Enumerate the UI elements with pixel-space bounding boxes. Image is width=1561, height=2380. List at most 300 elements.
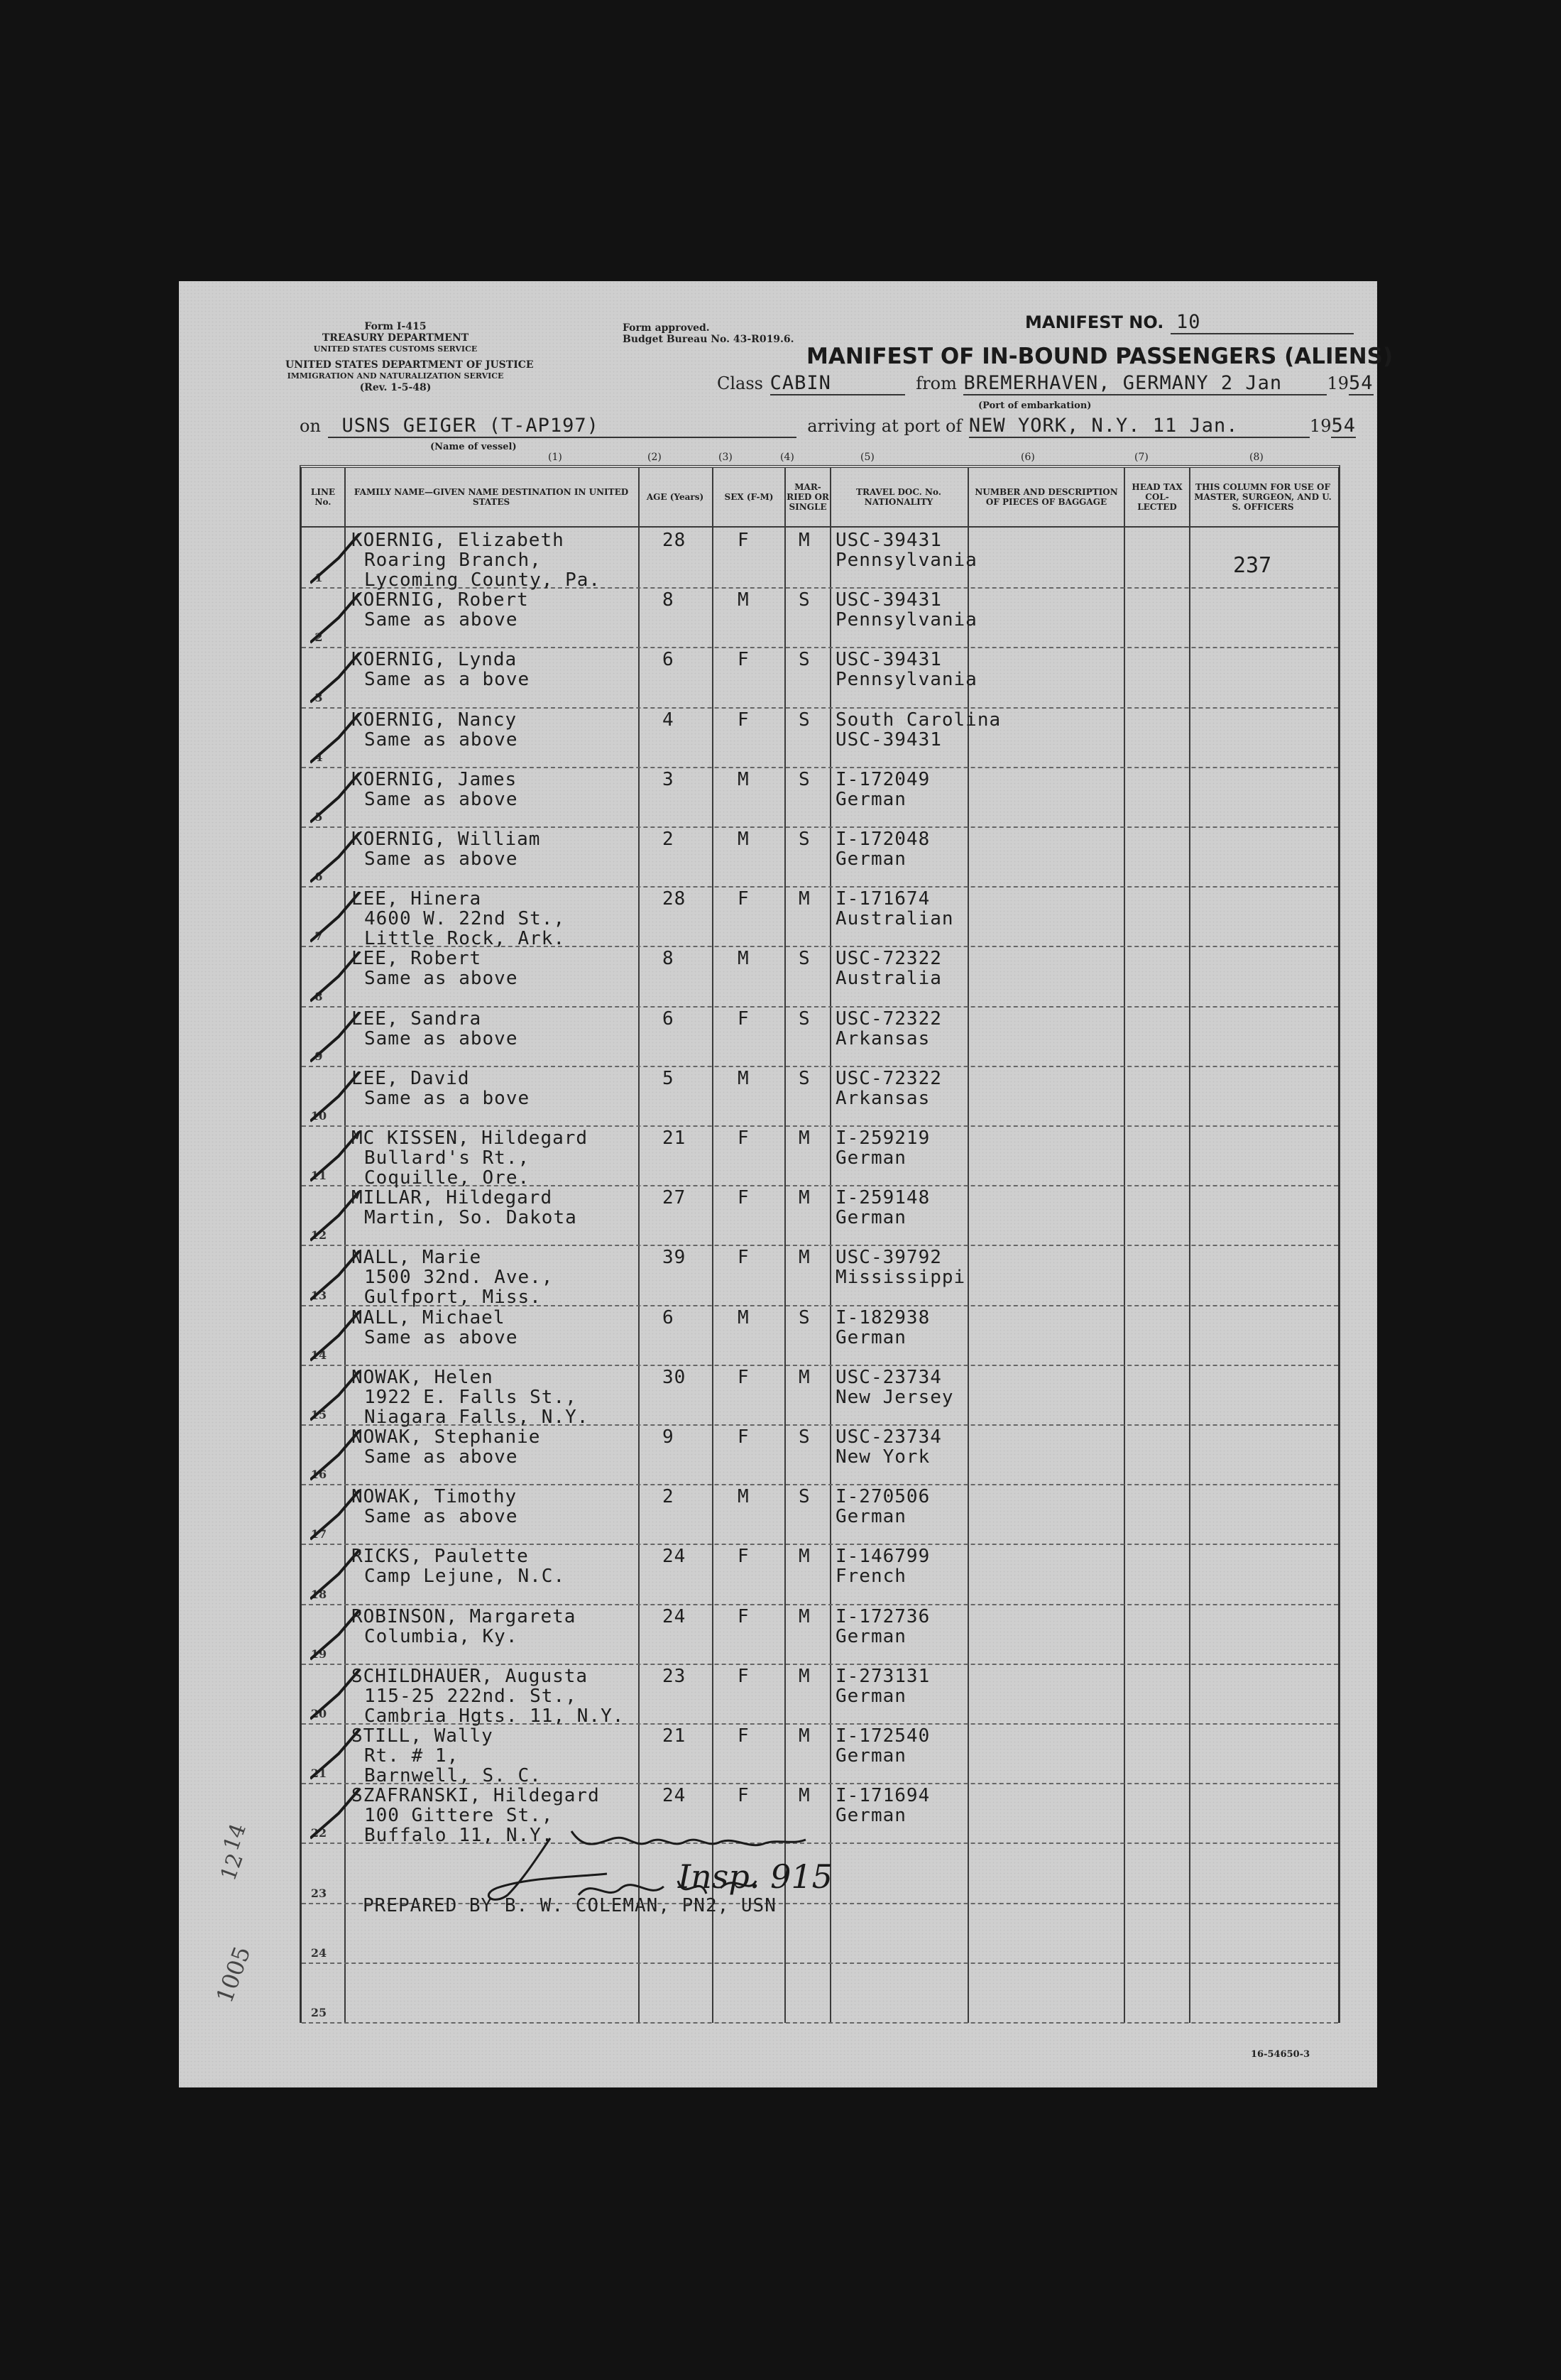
- travel-doc: [836, 1726, 930, 1766]
- sex-value: M: [738, 768, 750, 790]
- travel-doc: [836, 949, 942, 988]
- marital-status: S: [799, 829, 811, 850]
- table-row: [302, 1125, 1338, 1189]
- doc-number: I-171694: [836, 1785, 931, 1807]
- family-given-name: RICKS, Paulette: [351, 1546, 529, 1568]
- table-row: [302, 886, 1338, 950]
- sex-value: F: [738, 1665, 750, 1687]
- margin-note: 14: [219, 1820, 252, 1855]
- header-travel-doc: TRAVEL DOC. No. NATIONALITY: [856, 487, 941, 507]
- immigration-service: IMMIGRATION AND NATURALIZATION SERVICE: [287, 371, 504, 381]
- table-row: [302, 1484, 1338, 1545]
- destination-line: Same as above: [364, 788, 518, 810]
- table-row: [302, 1544, 1338, 1605]
- doc-number: I-172540: [836, 1725, 931, 1747]
- destination-line: Same as above: [364, 968, 518, 990]
- age-value: 8: [662, 948, 674, 970]
- nationality: Australia: [836, 968, 942, 990]
- class-value: CABIN: [770, 372, 905, 395]
- nationality: German: [836, 1506, 907, 1528]
- col-num-3: (3): [718, 452, 733, 463]
- doc-number: USC-23734: [836, 1366, 942, 1388]
- marital-status: S: [799, 649, 811, 671]
- table-row: [302, 1604, 1338, 1665]
- age-value: 6: [662, 649, 674, 671]
- age-value: 6: [662, 1306, 674, 1328]
- doc-number: I-182938: [836, 1306, 931, 1328]
- destination-line: Same as above: [364, 1446, 518, 1468]
- passenger-name: [351, 650, 530, 689]
- vessel-name: USNS GEIGER (T-AP197): [328, 415, 796, 438]
- passenger-name: [351, 1009, 518, 1049]
- age-value: 28: [662, 530, 686, 551]
- doc-number: USC-72322: [836, 948, 942, 970]
- marital-status: M: [799, 1366, 811, 1388]
- nationality: German: [836, 1625, 907, 1647]
- destination-line: Same as above: [364, 609, 518, 631]
- destination-line: Lycoming County, Pa.: [364, 569, 601, 591]
- nationality: Australian: [836, 908, 954, 930]
- col-num-5: (5): [860, 452, 875, 463]
- nationality: Pennsylvania: [836, 550, 977, 571]
- travel-doc: [836, 1188, 930, 1228]
- header-age: AGE (Years): [646, 492, 704, 502]
- sex-value: F: [738, 1008, 750, 1030]
- passenger-name: [351, 1607, 576, 1647]
- vessel-line: [300, 415, 1356, 438]
- header-married: MAR-RIED OR SINGLE: [787, 482, 829, 512]
- prepared-by: PREPARED BY B. W. COLEMAN, PN2, USN: [363, 1895, 777, 1916]
- sex-value: F: [738, 1605, 750, 1627]
- doc-number: I-172048: [836, 829, 931, 850]
- age-value: 23: [662, 1665, 686, 1687]
- travel-doc: [836, 590, 977, 630]
- nationality: New York: [836, 1446, 931, 1468]
- travel-doc: [836, 1308, 930, 1348]
- line-number: 23: [310, 1886, 327, 1900]
- destination-line: 1500 32nd. Ave.,: [364, 1267, 554, 1289]
- passenger-name: [351, 1427, 540, 1467]
- line-number: 13: [310, 1288, 327, 1302]
- table-row: [302, 587, 1338, 648]
- nationality: Arkansas: [836, 1087, 931, 1109]
- table-row: [302, 528, 1338, 589]
- marital-status: M: [799, 1546, 811, 1568]
- nationality: German: [836, 1207, 907, 1229]
- destination-line: Gulfport, Miss.: [364, 1287, 542, 1309]
- treasury-dept: TREASURY DEPARTMENT: [322, 332, 469, 344]
- travel-doc: [836, 650, 977, 689]
- manifest-title: MANIFEST OF IN-BOUND PASSENGERS (ALIENS): [806, 344, 1393, 369]
- nationality: Mississippi: [836, 1267, 966, 1289]
- line-number: 22: [310, 1826, 327, 1840]
- table-row: [302, 1365, 1338, 1426]
- sex-value: M: [738, 1306, 750, 1328]
- marital-status: S: [799, 589, 811, 611]
- nationality: German: [836, 1745, 907, 1767]
- family-given-name: KOERNIG, Nancy: [351, 709, 517, 731]
- travel-doc: [836, 889, 954, 929]
- line-number: 19: [310, 1647, 327, 1661]
- age-value: 3: [662, 768, 674, 790]
- line-number: 1: [314, 571, 323, 585]
- nationality: Pennsylvania: [836, 609, 977, 631]
- passenger-name: [351, 1368, 588, 1427]
- arriving-value: NEW YORK, N.Y. 11 Jan.: [969, 415, 1310, 438]
- line-number: 8: [314, 989, 323, 1003]
- passenger-name: [351, 1069, 530, 1108]
- officer-tally: 237: [1233, 553, 1272, 578]
- family-given-name: KOERNIG, James: [351, 768, 517, 790]
- class-label: Class: [717, 373, 763, 393]
- table-row: [302, 707, 1338, 768]
- age-value: 30: [662, 1366, 686, 1388]
- family-given-name: LEE, David: [351, 1067, 470, 1089]
- destination-line: Martin, So. Dakota: [364, 1207, 577, 1229]
- destination-line: Buffalo 11, N.Y.: [364, 1825, 554, 1847]
- doc-number: I-172049: [836, 768, 931, 790]
- doc-number: USC-72322: [836, 1008, 942, 1030]
- line-number: 5: [314, 809, 323, 824]
- travel-doc: [836, 710, 1001, 750]
- family-given-name: NALL, Marie: [351, 1247, 482, 1269]
- header-officers: THIS COLUMN FOR USE OF MASTER, SURGEON, AND U. S. OFFICERS: [1194, 482, 1332, 512]
- passenger-name: [351, 1546, 565, 1586]
- destination-line: 1922 E. Falls St.,: [364, 1386, 577, 1408]
- family-given-name: LEE, Hinera: [351, 888, 482, 910]
- form-revision: (Rev. 1-5-48): [359, 382, 432, 393]
- family-given-name: NOWAK, Timothy: [351, 1486, 517, 1508]
- destination-line: 100 Gittere St.,: [364, 1805, 554, 1827]
- destination-line: Same as above: [364, 1326, 518, 1348]
- signature-text: Insp. 915: [678, 1857, 833, 1896]
- col-num-1: (1): [548, 452, 562, 463]
- from-year: 54: [1349, 372, 1374, 394]
- line-number: 25: [310, 2005, 327, 2019]
- nationality: German: [836, 1326, 907, 1348]
- from-year-prefix: 19: [1327, 373, 1349, 393]
- age-value: 28: [662, 888, 686, 910]
- header-head-tax: HEAD TAX COL-LECTED: [1132, 482, 1183, 512]
- marital-status: M: [799, 1605, 811, 1627]
- destination-line: Same as above: [364, 728, 518, 750]
- marital-status: S: [799, 709, 811, 731]
- header-line-no: LINE No.: [310, 487, 336, 507]
- passenger-name: [351, 710, 518, 750]
- sex-value: F: [738, 530, 750, 551]
- form-approved: Form approved.: [623, 322, 710, 334]
- marital-status: M: [799, 1187, 811, 1209]
- col-num-7: (7): [1134, 452, 1149, 463]
- passenger-name: [351, 949, 518, 988]
- doc-number: I-259219: [836, 1128, 931, 1149]
- line-number: 17: [310, 1527, 327, 1541]
- nationality: German: [836, 848, 907, 870]
- passenger-name: [351, 829, 540, 869]
- line-number: 24: [310, 1945, 327, 1960]
- passenger-name: [351, 1248, 553, 1307]
- from-label: from: [916, 373, 957, 393]
- marital-status: M: [799, 1725, 811, 1747]
- sex-value: F: [738, 888, 750, 910]
- customs-service: UNITED STATES CUSTOMS SERVICE: [313, 344, 478, 354]
- travel-doc: [836, 1666, 930, 1706]
- col-num-8: (8): [1249, 452, 1264, 463]
- family-given-name: ROBINSON, Margareta: [351, 1605, 576, 1627]
- arriving-label: arriving at port of: [807, 416, 963, 436]
- form-approval: [623, 322, 794, 345]
- sex-value: M: [738, 948, 750, 970]
- passenger-name: [351, 1726, 542, 1786]
- table-row: [302, 1185, 1338, 1246]
- sex-value: F: [738, 649, 750, 671]
- nationality: French: [836, 1566, 907, 1588]
- family-given-name: LEE, Sandra: [351, 1008, 482, 1030]
- destination-line: Columbia, Ky.: [364, 1625, 518, 1647]
- margin-note: 1005: [210, 1943, 256, 2007]
- form-number: Form I-415: [364, 321, 427, 332]
- destination-line: 4600 W. 22nd St.,: [364, 908, 566, 930]
- justice-dept: UNITED STATES DEPARTMENT OF JUSTICE: [285, 359, 534, 371]
- line-number: 4: [314, 750, 323, 764]
- age-value: 4: [662, 709, 674, 731]
- travel-doc: [836, 1009, 942, 1049]
- family-given-name: LEE, Robert: [351, 948, 482, 970]
- age-value: 5: [662, 1067, 674, 1089]
- line-number: 21: [310, 1767, 327, 1781]
- family-given-name: KOERNIG, Elizabeth: [351, 530, 564, 551]
- line-number: 12: [310, 1228, 327, 1243]
- line-number: 20: [310, 1706, 327, 1720]
- doc-number: I-172736: [836, 1605, 931, 1627]
- doc-number: USC-39431: [836, 649, 942, 671]
- travel-doc: [836, 1427, 942, 1467]
- line-number: 7: [314, 929, 323, 944]
- table-row: [302, 826, 1338, 888]
- doc-number: USC-72322: [836, 1067, 942, 1089]
- table-row: [302, 1963, 1338, 2024]
- class-from-line: [717, 372, 1374, 395]
- age-value: 2: [662, 829, 674, 850]
- nationality: Pennsylvania: [836, 669, 977, 691]
- passenger-name: [351, 1188, 577, 1228]
- manifest-table: [300, 465, 1340, 2023]
- doc-number: USC-39792: [836, 1247, 942, 1269]
- line-number: 6: [314, 870, 323, 884]
- family-given-name: KOERNIG, Robert: [351, 589, 529, 611]
- sex-value: F: [738, 1247, 750, 1269]
- family-given-name: KOERNIG, William: [351, 829, 541, 850]
- table-row: [302, 946, 1338, 1007]
- age-value: 8: [662, 589, 674, 611]
- footer-code: 16-54650-3: [1251, 2049, 1310, 2060]
- sex-value: M: [738, 1067, 750, 1089]
- port-embarkation-caption: (Port of embarkation): [978, 400, 1092, 411]
- table-row: [302, 1305, 1338, 1366]
- sex-value: F: [738, 1426, 750, 1448]
- header-baggage: NUMBER AND DESCRIPTION OF PIECES OF BAGGAGE: [975, 487, 1118, 507]
- travel-doc: [836, 1487, 930, 1527]
- destination-line: Same as a bove: [364, 1087, 530, 1109]
- destination-line: Roaring Branch,: [364, 550, 542, 571]
- form-agency-block: [285, 321, 534, 393]
- family-given-name: NOWAK, Stephanie: [351, 1426, 541, 1448]
- travel-doc: [836, 530, 977, 570]
- destination-line: Barnwell, S. C.: [364, 1765, 542, 1786]
- header-sex: SEX (F-M): [724, 492, 774, 502]
- destination-line: Bullard's Rt.,: [364, 1147, 530, 1169]
- marital-status: S: [799, 1486, 811, 1508]
- travel-doc: [836, 770, 930, 809]
- destination-line: Coquille, Ore.: [364, 1167, 530, 1189]
- marital-status: M: [799, 1128, 811, 1149]
- nationality: New Jersey: [836, 1386, 954, 1408]
- passenger-name: [351, 889, 565, 949]
- destination-line: Same as a bove: [364, 669, 530, 691]
- age-value: 24: [662, 1546, 686, 1568]
- from-value: BREMERHAVEN, GERMANY 2 Jan: [963, 372, 1327, 395]
- line-number: 14: [310, 1348, 327, 1362]
- destination-line: Same as above: [364, 1027, 518, 1049]
- nationality: Arkansas: [836, 1027, 931, 1049]
- sex-value: F: [738, 1546, 750, 1568]
- col-num-4: (4): [780, 452, 794, 463]
- marital-status: S: [799, 1008, 811, 1030]
- manifest-number-line: [1025, 311, 1354, 334]
- doc-number: I-259148: [836, 1187, 931, 1209]
- table-row: [302, 1424, 1338, 1485]
- doc-number: I-270506: [836, 1486, 931, 1508]
- passenger-name: [351, 530, 601, 590]
- col-num-6: (6): [1021, 452, 1035, 463]
- inspector-signature: [465, 1810, 862, 1916]
- nationality: German: [836, 1685, 907, 1707]
- age-value: 6: [662, 1008, 674, 1030]
- sex-value: F: [738, 1725, 750, 1747]
- doc-number: USC-39431: [836, 589, 942, 611]
- table-row: [302, 647, 1338, 708]
- age-value: 9: [662, 1426, 674, 1448]
- line-number: 9: [314, 1049, 323, 1063]
- nationality: German: [836, 788, 907, 810]
- destination-line: Same as above: [364, 848, 518, 870]
- vessel-name-caption: (Name of vessel): [430, 442, 517, 452]
- destination-line: Cambria Hgts. 11, N.Y.: [364, 1705, 625, 1727]
- family-given-name: SZAFRANSKI, Hildegard: [351, 1785, 600, 1807]
- passenger-name: [351, 1487, 518, 1527]
- travel-doc: [836, 1368, 954, 1407]
- family-given-name: STILL, Wally: [351, 1725, 493, 1747]
- marital-status: M: [799, 1247, 811, 1269]
- nationality: USC-39431: [836, 728, 942, 750]
- header-name: FAMILY NAME—GIVEN NAME DESTINATION IN UNITED STATES: [354, 487, 629, 507]
- doc-number: South Carolina: [836, 709, 1002, 731]
- sex-value: M: [738, 589, 750, 611]
- doc-number: USC-39431: [836, 530, 942, 551]
- travel-doc: [836, 1546, 930, 1586]
- marital-status: S: [799, 1306, 811, 1328]
- family-given-name: SCHILDHAUER, Augusta: [351, 1665, 588, 1687]
- manifest-no-value: 10: [1171, 311, 1354, 334]
- marital-status: M: [799, 530, 811, 551]
- sex-value: F: [738, 1785, 750, 1807]
- marital-status: M: [799, 1785, 811, 1807]
- table-row: [302, 1006, 1338, 1067]
- destination-line: Camp Lejune, N.C.: [364, 1566, 566, 1588]
- sex-value: F: [738, 1187, 750, 1209]
- marital-status: S: [799, 1426, 811, 1448]
- col-num-2: (2): [647, 452, 662, 463]
- travel-doc: [836, 1248, 965, 1287]
- table-row: [302, 767, 1338, 828]
- family-given-name: KOERNIG, Lynda: [351, 649, 517, 671]
- passenger-name: [351, 1128, 588, 1188]
- marital-status: S: [799, 1067, 811, 1089]
- line-number: 3: [314, 690, 323, 704]
- line-number: 11: [310, 1169, 327, 1183]
- age-value: 39: [662, 1247, 686, 1269]
- travel-doc: [836, 829, 930, 869]
- table-row: [302, 1066, 1338, 1127]
- family-given-name: NOWAK, Helen: [351, 1366, 493, 1388]
- sex-value: F: [738, 1366, 750, 1388]
- family-given-name: MC KISSEN, Hildegard: [351, 1128, 588, 1149]
- age-value: 21: [662, 1128, 686, 1149]
- age-value: 24: [662, 1785, 686, 1807]
- table-row: [302, 1664, 1338, 1725]
- line-number: 2: [314, 631, 323, 645]
- budget-bureau: Budget Bureau No. 43-R019.6.: [623, 334, 794, 345]
- destination-line: Same as above: [364, 1506, 518, 1528]
- travel-doc: [836, 1069, 942, 1108]
- age-value: 21: [662, 1725, 686, 1747]
- age-value: 24: [662, 1605, 686, 1627]
- doc-number: USC-23734: [836, 1426, 942, 1448]
- arriving-year: 54: [1331, 415, 1356, 437]
- travel-doc: [836, 1128, 930, 1168]
- passenger-name: [351, 770, 518, 809]
- table-row: [302, 1723, 1338, 1784]
- sex-value: M: [738, 1486, 750, 1508]
- passenger-name: [351, 590, 529, 630]
- destination-line: Niagara Falls, N.Y.: [364, 1406, 589, 1428]
- passenger-name: [351, 1308, 518, 1348]
- age-value: 27: [662, 1187, 686, 1209]
- marital-status: M: [799, 1665, 811, 1687]
- marital-status: S: [799, 768, 811, 790]
- nationality: German: [836, 1805, 907, 1827]
- doc-number: I-146799: [836, 1546, 931, 1568]
- doc-number: I-273131: [836, 1665, 931, 1687]
- age-value: 2: [662, 1486, 674, 1508]
- arriving-year-prefix: 19: [1309, 416, 1332, 436]
- travel-doc: [836, 1607, 930, 1647]
- destination-line: 115-25 222nd. St.,: [364, 1685, 577, 1707]
- sex-value: F: [738, 1128, 750, 1149]
- table-row: [302, 1245, 1338, 1309]
- line-number: 10: [310, 1108, 327, 1123]
- destination-line: Rt. # 1,: [364, 1745, 459, 1767]
- doc-number: I-171674: [836, 888, 931, 910]
- sex-value: F: [738, 709, 750, 731]
- marital-status: M: [799, 888, 811, 910]
- family-given-name: NALL, Michael: [351, 1306, 505, 1328]
- line-number: 18: [310, 1587, 327, 1601]
- marital-status: S: [799, 948, 811, 970]
- nationality: German: [836, 1147, 907, 1169]
- manifest-no-label: MANIFEST NO.: [1025, 312, 1164, 332]
- line-number: 16: [310, 1468, 327, 1482]
